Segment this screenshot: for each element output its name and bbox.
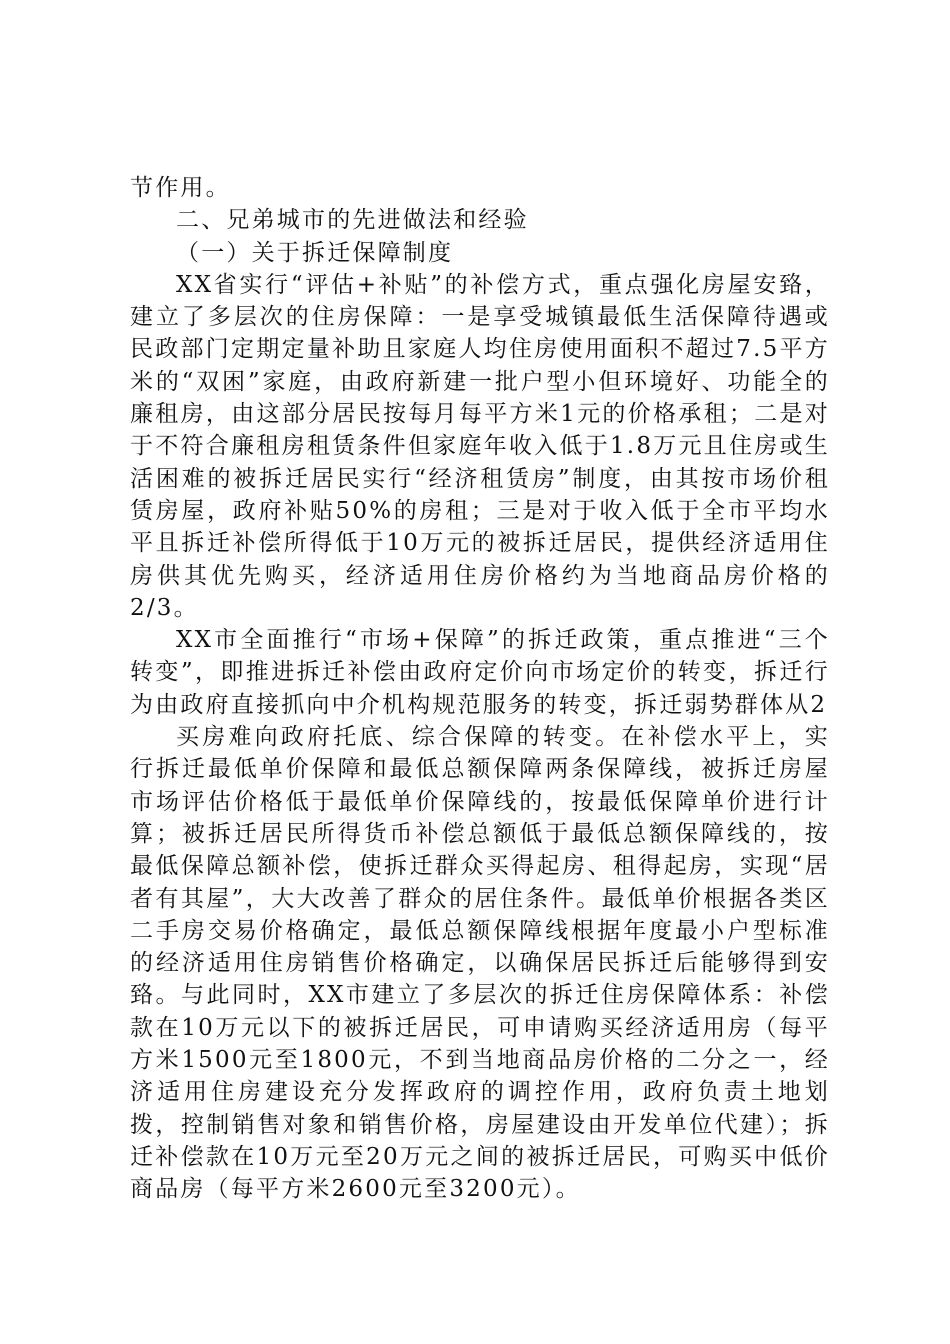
- paragraph-province-policy: XX省实行“评估+补贴”的补偿方式，重点强化房屋安臵，建立了多层次的住房保障：一是享受城镇最低生活保障待遇或民政部门定期定量补助且家庭人均住房使用面积不超过7.5平方米的“双困”家庭，由政府新建一批户型小但环境好、功能全的廉租房，由这部分居民按每月每平方米1元的价格承租；二是对于不符合廉租房租赁条件但家庭年收入低于1.8万元且住房或生活困难的被拆迁居民实行“经济租赁房”制度，由其按市场价租赁房屋，政府补贴50%的房租；三是对于收入低于全市平均水平且拆迁补偿所得低于10万元的被拆迁居民，提供经济适用住房供其优先购买，经济适用住房价格约为当地商品房价格的2/3。: [130, 271, 830, 621]
- paragraph-city-policy: XX市全面推行“市场+保障”的拆迁政策，重点推进“三个转变”，即推进拆迁补偿由政府定价向市场定价的转变，拆迁行为由政府直接抓向中介机构规范服务的转变，拆迁弱势群体从2: [130, 627, 830, 718]
- section-heading: 二、兄弟城市的先进做法和经验: [176, 207, 529, 234]
- paragraph-continuation: 节作用。: [130, 175, 231, 201]
- paragraph-compensation-details: 买房难向政府托底、综合保障的转变。在补偿水平上，实行拆迁最低单价保障和最低总额保障两条保障线，被拆迁房屋市场评估价格低于最低单价保障线的，按最低保障单价进行计算；被拆迁居民所得货币补偿总额低于最低总额保障线的，按最低保障总额补偿，使拆迁群众买得起房、租得起房，实现“居者有其屋”，大大改善了群众的居住条件。最低单价根据各类区二手房交易价格确定，最低总额保障线根据年度最小户型标准的经济适用住房销售价格确定，以确保居民拆迁后能够得到安臵。与此同时，XX市建立了多层次的拆迁住房保障体系：补偿款在10万元以下的被拆迁居民，可申请购买经济适用房（每平方米1500元至1800元，不到当地商品房价格的二分之一，经济适用住房建设充分发挥政府的调控作用，政府负责土地划拨，控制销售对象和销售价格，房屋建设由开发单位代建）；拆迁补偿款在10万元至20万元之间的被拆迁居民，可购买中低价商品房（每平方米2600元至3200元）。: [130, 724, 830, 1203]
- subsection-heading: （一）关于拆迁保障制度: [176, 239, 454, 266]
- document-body: [130, 172, 830, 1206]
